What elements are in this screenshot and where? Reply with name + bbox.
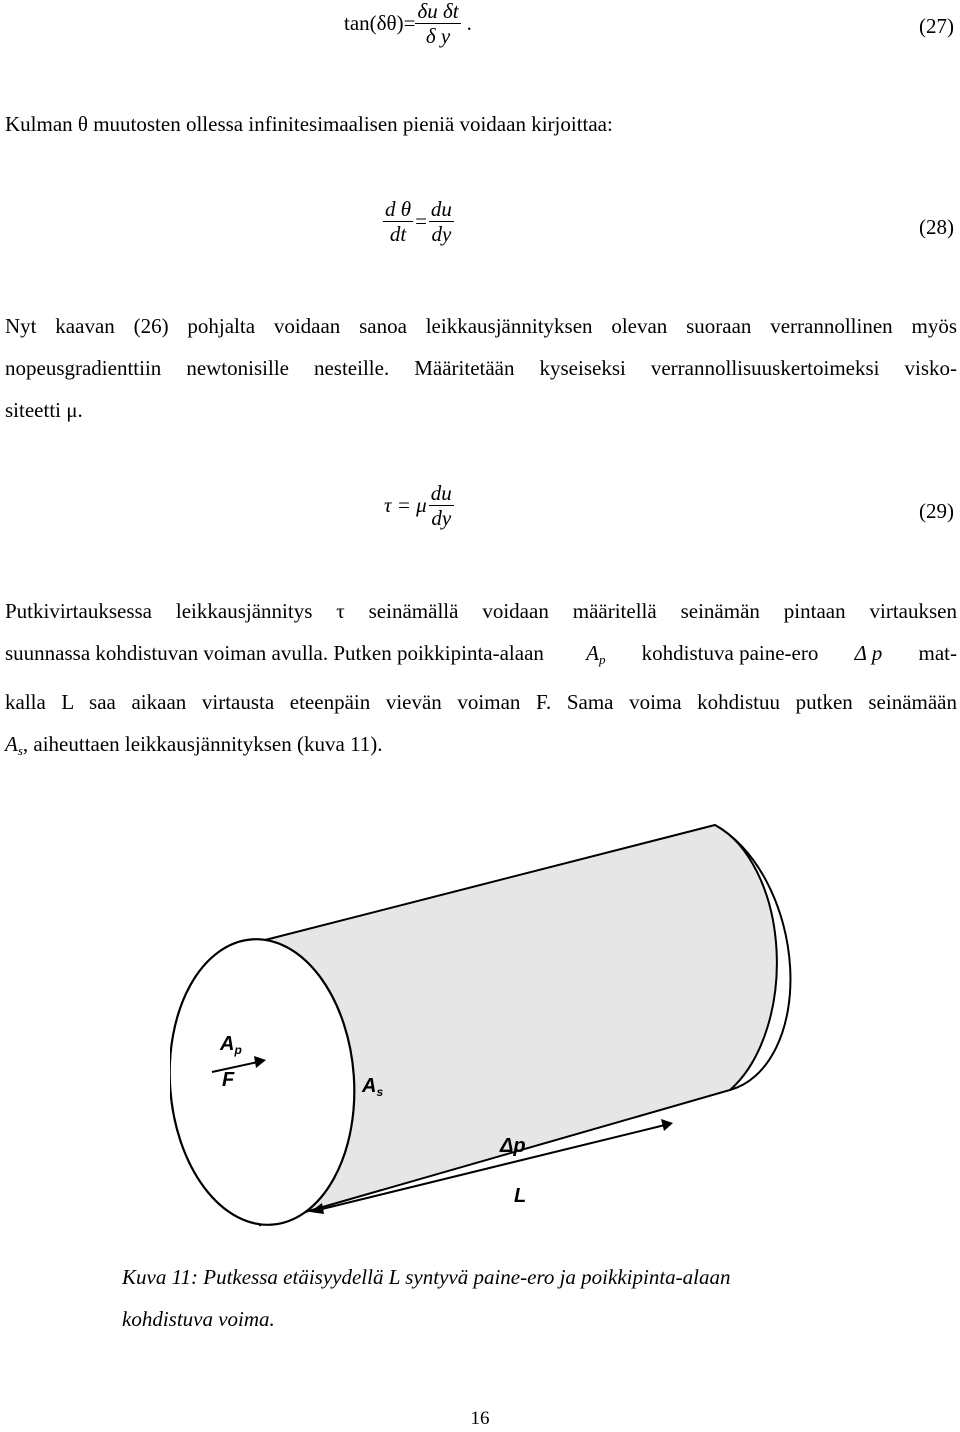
paragraph-pipe-flow-line-1: Putkivirtauksessa leikkausjännitys τ seinämällä voidaan määritellä seinämän pintaan virtauksen [5,599,957,623]
equation-29 [384,482,454,529]
pipe-figure [170,800,830,1240]
paragraph-pipe-flow-line-2 [5,632,957,681]
symbol-ap [586,632,605,681]
eq29-lhs: τ = μ [384,493,427,518]
eq27-lhs: tan(δθ)= [344,11,416,36]
eq28-num-left: d θ [385,197,412,221]
length-arrow-head-right [661,1119,673,1131]
label-l: L [514,1185,527,1207]
figure-caption-line-2: kohdistuva voima. [122,1307,275,1331]
figure-caption [122,1256,882,1340]
eq28-number: (28) [919,215,954,239]
page-number: 16 [470,1408,490,1429]
paragraph-viscosity-line-2: nopeusgradienttiin newtonisille nesteille. Määritetään kyseiseksi verrannollisuuskertoimeksi visko- [5,356,957,380]
line2-part-a: suunnassa kohdistuvan voiman avulla. Putken poikkipinta-alaan [5,641,544,665]
eq28-fraction-right [429,198,454,245]
label-delta-p: Δp [500,1135,526,1157]
eq27-denominator: δ y [425,24,451,49]
equation-28 [383,198,454,245]
eq27-numerator: δu δt [417,0,459,23]
symbol-as [5,732,23,756]
paragraph-pipe-flow-line-3: kalla L saa aikaan virtausta eteenpäin vievän voiman F. Sama voima kohdistuu putken seinämään [5,690,957,714]
line4-text: , aiheuttaen leikkausjännityksen (kuva 11). [22,732,383,756]
paragraph-viscosity-line-3: siteetti μ. [5,398,83,422]
eq28-den-right: dy [431,222,452,247]
symbol-ap-letter: A [586,641,599,665]
eq27-tail: . [466,11,472,36]
eq29-numerator: du [430,481,452,505]
label-as: $A_s$ [362,1075,384,1099]
eq27-fraction [415,0,460,47]
label-ap: $A_p$ [220,1033,242,1057]
symbol-delta-p: Δ p [854,641,883,665]
line2-part-b: kohdistuva paine-ero [641,641,819,665]
eq28-num-right: du [430,197,452,221]
line2-part-c: mat- [918,641,957,665]
eq28-equals: = [415,209,427,234]
eq29-denominator: dy [431,506,452,531]
paragraph-pipe-flow [5,590,957,772]
eq28-den-left: dt [389,222,407,247]
label-f: F [222,1069,235,1091]
paragraph-viscosity [5,305,957,431]
paragraph-viscosity-line-1: Nyt kaavan (26) pohjalta voidaan sanoa leikkausjännityksen olevan suoraan verrannollinen myös [5,314,957,338]
eq29-number: (29) [919,499,954,523]
paragraph-intro-theta: Kulman θ muutosten ollessa infinitesimaalisen pieniä voidaan kirjoittaa: [5,112,613,136]
symbol-ap-sub: p [598,652,606,667]
symbol-as-letter: A [5,732,18,756]
equation-27 [344,0,472,47]
eq29-fraction [429,482,454,529]
symbol-as-sub: s [17,743,23,758]
paragraph-pipe-flow-line-4 [5,723,957,772]
figure-caption-line-1: Kuva 11: Putkessa etäisyydellä L syntyvä paine-ero ja poikkipinta-alaan [122,1265,731,1289]
eq27-number: (27) [919,14,954,38]
eq28-fraction-left [383,198,413,245]
